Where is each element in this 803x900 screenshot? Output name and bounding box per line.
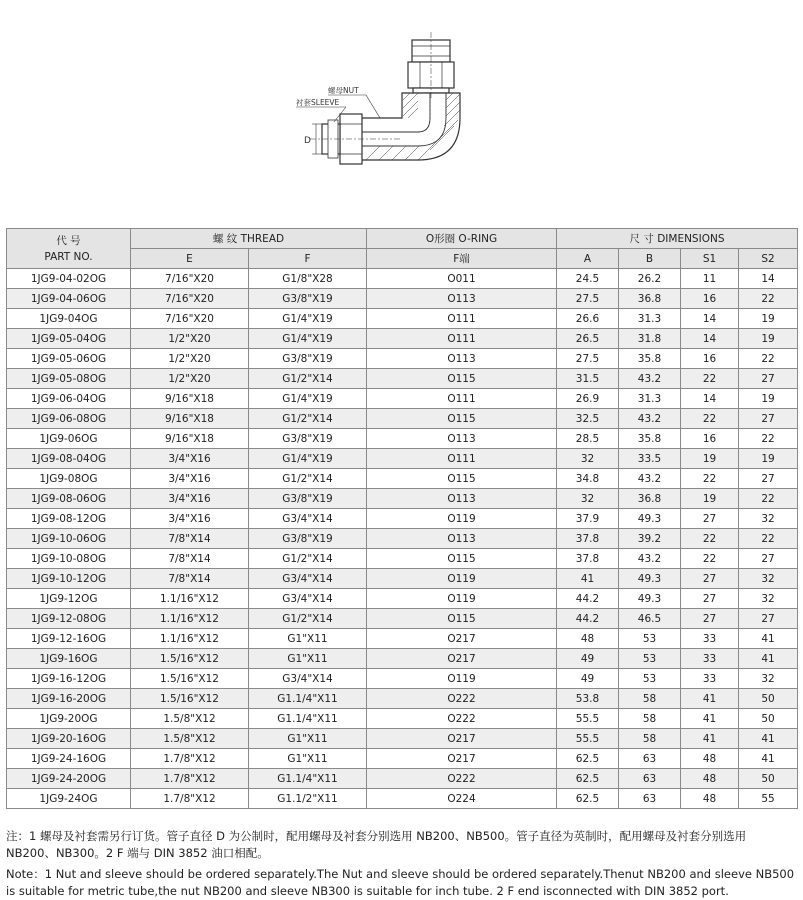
- cell-thread-f: G1/4"X19: [249, 329, 367, 349]
- cell-part-no: 1JG9-04OG: [7, 309, 131, 329]
- cell-dim-s1: 27: [681, 509, 739, 529]
- cell-dim-s2: 19: [739, 389, 798, 409]
- cell-oring: O119: [367, 589, 557, 609]
- cell-oring: O111: [367, 389, 557, 409]
- cell-dim-s1: 48: [681, 769, 739, 789]
- cell-dim-b: 43.2: [619, 549, 681, 569]
- cell-thread-e: 7/16"X20: [131, 269, 249, 289]
- cell-part-no: 1JG9-05-06OG: [7, 349, 131, 369]
- cell-dim-s1: 22: [681, 469, 739, 489]
- cell-thread-f: G1"X11: [249, 729, 367, 749]
- cell-part-no: 1JG9-20-16OG: [7, 729, 131, 749]
- cell-dim-a: 28.5: [557, 429, 619, 449]
- header-part-no: [7, 229, 131, 269]
- cell-thread-e: 3/4"X16: [131, 449, 249, 469]
- cell-part-no: 1JG9-06OG: [7, 429, 131, 449]
- fitting-drawing: [0, 0, 803, 200]
- cell-thread-e: 7/8"X14: [131, 569, 249, 589]
- cell-dim-s1: 19: [681, 489, 739, 509]
- cell-dim-s1: 33: [681, 649, 739, 669]
- cell-oring: O113: [367, 349, 557, 369]
- cell-dim-s1: 33: [681, 629, 739, 649]
- table-row: [7, 689, 798, 709]
- header-s1: S1: [681, 249, 739, 269]
- cell-dim-a: 55.5: [557, 709, 619, 729]
- cell-oring: O119: [367, 669, 557, 689]
- cell-dim-b: 43.2: [619, 409, 681, 429]
- cell-dim-s1: 22: [681, 549, 739, 569]
- cell-dim-s1: 16: [681, 429, 739, 449]
- table-row: [7, 389, 798, 409]
- cell-thread-f: G1/2"X14: [249, 549, 367, 569]
- header-a: A: [557, 249, 619, 269]
- cell-thread-f: G1/2"X14: [249, 469, 367, 489]
- cell-dim-s1: 27: [681, 569, 739, 589]
- cell-thread-f: G1/2"X14: [249, 409, 367, 429]
- cell-dim-a: 37.8: [557, 549, 619, 569]
- cell-oring: O113: [367, 489, 557, 509]
- cell-part-no: 1JG9-08-06OG: [7, 489, 131, 509]
- cell-dim-a: 26.9: [557, 389, 619, 409]
- cell-thread-f: G3/8"X19: [249, 289, 367, 309]
- cell-thread-e: 1.1/16"X12: [131, 629, 249, 649]
- cell-part-no: 1JG9-20OG: [7, 709, 131, 729]
- cell-dim-s1: 16: [681, 349, 739, 369]
- cell-dim-s2: 22: [739, 489, 798, 509]
- cell-dim-a: 37.9: [557, 509, 619, 529]
- cell-dim-b: 53: [619, 649, 681, 669]
- cell-oring: O115: [367, 369, 557, 389]
- cell-thread-e: 1/2"X20: [131, 349, 249, 369]
- cell-dim-b: 49.3: [619, 509, 681, 529]
- cell-dim-s2: 27: [739, 369, 798, 389]
- cell-dim-b: 46.5: [619, 609, 681, 629]
- header-f-end: F端: [367, 249, 557, 269]
- cell-dim-b: 58: [619, 709, 681, 729]
- table-row: [7, 469, 798, 489]
- cell-dim-a: 27.5: [557, 349, 619, 369]
- cell-oring: O222: [367, 709, 557, 729]
- cell-dim-a: 26.5: [557, 329, 619, 349]
- cell-dim-b: 35.8: [619, 429, 681, 449]
- cell-dim-s1: 19: [681, 449, 739, 469]
- cell-dim-b: 33.5: [619, 449, 681, 469]
- cell-oring: O119: [367, 509, 557, 529]
- cell-part-no: 1JG9-08-12OG: [7, 509, 131, 529]
- cell-dim-s1: 22: [681, 369, 739, 389]
- cell-thread-f: G3/4"X14: [249, 509, 367, 529]
- cell-dim-b: 31.3: [619, 389, 681, 409]
- cell-dim-b: 43.2: [619, 369, 681, 389]
- cell-dim-a: 49: [557, 669, 619, 689]
- cell-dim-a: 34.8: [557, 469, 619, 489]
- cell-dim-a: 48: [557, 629, 619, 649]
- cell-part-no: 1JG9-10-06OG: [7, 529, 131, 549]
- cell-oring: O011: [367, 269, 557, 289]
- cell-dim-s1: 14: [681, 389, 739, 409]
- cell-oring: O115: [367, 609, 557, 629]
- table-row: [7, 269, 798, 289]
- cell-part-no: 1JG9-04-02OG: [7, 269, 131, 289]
- cell-oring: O113: [367, 529, 557, 549]
- header-oring: O形圈 O-RING: [367, 229, 557, 249]
- cell-dim-s2: 32: [739, 589, 798, 609]
- cell-dim-s1: 33: [681, 669, 739, 689]
- cell-thread-e: 7/8"X14: [131, 549, 249, 569]
- cell-dim-a: 53.8: [557, 689, 619, 709]
- header-part-en: PART NO.: [44, 250, 93, 263]
- note-english: Note：1 Nut and sleeve should be ordered separately.The Nut and sleeve should be ordered separately.Thenut NB200 and sleeve NB500 is suitable for metric tube,the nut NB200 and sleeve NB300 is suitable for inch tube. 2 F end isconnected with DIN 3852 port.: [6, 867, 795, 898]
- cell-dim-s1: 11: [681, 269, 739, 289]
- header-e: E: [131, 249, 249, 269]
- cell-part-no: 1JG9-10-08OG: [7, 549, 131, 569]
- cell-dim-b: 63: [619, 769, 681, 789]
- cell-thread-e: 9/16"X18: [131, 409, 249, 429]
- cell-part-no: 1JG9-16OG: [7, 649, 131, 669]
- cell-dim-s2: 22: [739, 289, 798, 309]
- cell-dim-s2: 41: [739, 729, 798, 749]
- cell-dim-s1: 48: [681, 749, 739, 769]
- cell-dim-b: 49.3: [619, 589, 681, 609]
- table-row: [7, 449, 798, 469]
- cell-dim-s2: 32: [739, 509, 798, 529]
- table-row: [7, 329, 798, 349]
- cell-oring: O217: [367, 649, 557, 669]
- cell-part-no: 1JG9-08-04OG: [7, 449, 131, 469]
- cell-dim-a: 41: [557, 569, 619, 589]
- cell-thread-e: 3/4"X16: [131, 509, 249, 529]
- cell-dim-s2: 19: [739, 329, 798, 349]
- cell-dim-a: 62.5: [557, 789, 619, 809]
- cell-dim-a: 44.2: [557, 609, 619, 629]
- cell-thread-e: 1.5/8"X12: [131, 729, 249, 749]
- table-row: [7, 349, 798, 369]
- cell-part-no: 1JG9-05-08OG: [7, 369, 131, 389]
- table-body: [7, 269, 798, 809]
- cell-dim-s2: 32: [739, 569, 798, 589]
- table-row: [7, 309, 798, 329]
- cell-dim-a: 37.8: [557, 529, 619, 549]
- table-row: [7, 429, 798, 449]
- cell-dim-s1: 14: [681, 329, 739, 349]
- cell-part-no: 1JG9-08OG: [7, 469, 131, 489]
- cell-thread-e: 9/16"X18: [131, 429, 249, 449]
- cell-thread-f: G1/2"X14: [249, 369, 367, 389]
- cell-thread-e: 7/16"X20: [131, 309, 249, 329]
- table-row: [7, 529, 798, 549]
- cell-oring: O119: [367, 569, 557, 589]
- header-f: F: [249, 249, 367, 269]
- cell-thread-f: G1/4"X19: [249, 389, 367, 409]
- cell-dim-s1: 27: [681, 609, 739, 629]
- cell-part-no: 1JG9-12-16OG: [7, 629, 131, 649]
- note-chinese: 注：1 螺母及衬套需另行订货。管子直径 D 为公制时，配用螺母及衬套分别选用 NB200、NB500。管子直径为英制时，配用螺母及衬套分别选用 NB200、NB300。2 F 端与 DIN 3852 油口相配。: [6, 829, 747, 860]
- table-row: [7, 629, 798, 649]
- cell-thread-f: G3/8"X19: [249, 429, 367, 449]
- cell-dim-s2: 14: [739, 269, 798, 289]
- cell-dim-a: 24.5: [557, 269, 619, 289]
- table-row: [7, 649, 798, 669]
- cell-dim-b: 53: [619, 669, 681, 689]
- cell-thread-f: G1"X11: [249, 649, 367, 669]
- table-row: [7, 569, 798, 589]
- cell-dim-s1: 22: [681, 409, 739, 429]
- label-sleeve: 衬套SLEEVE: [296, 98, 340, 107]
- cell-oring: O115: [367, 409, 557, 429]
- cell-oring: O217: [367, 629, 557, 649]
- cell-dim-b: 31.3: [619, 309, 681, 329]
- cell-part-no: 1JG9-06-04OG: [7, 389, 131, 409]
- cell-dim-s2: 27: [739, 549, 798, 569]
- cell-part-no: 1JG9-06-08OG: [7, 409, 131, 429]
- cell-thread-e: 1.7/8"X12: [131, 789, 249, 809]
- cell-thread-e: 3/4"X16: [131, 469, 249, 489]
- cell-oring: O222: [367, 689, 557, 709]
- cell-thread-e: 1.7/8"X12: [131, 769, 249, 789]
- table-row: [7, 669, 798, 689]
- cell-dim-s2: 50: [739, 769, 798, 789]
- cell-thread-f: G1/4"X19: [249, 309, 367, 329]
- cell-dim-s1: 41: [681, 729, 739, 749]
- cell-dim-s2: 50: [739, 689, 798, 709]
- header-s2: S2: [739, 249, 798, 269]
- cell-dim-s2: 50: [739, 709, 798, 729]
- cell-dim-b: 43.2: [619, 469, 681, 489]
- cell-dim-a: 31.5: [557, 369, 619, 389]
- cell-dim-a: 62.5: [557, 749, 619, 769]
- cell-thread-f: G3/8"X19: [249, 489, 367, 509]
- cell-thread-f: G3/4"X14: [249, 569, 367, 589]
- header-b: B: [619, 249, 681, 269]
- cell-dim-a: 49: [557, 649, 619, 669]
- cell-thread-f: G3/4"X14: [249, 669, 367, 689]
- cell-dim-s1: 48: [681, 789, 739, 809]
- cell-thread-e: 9/16"X18: [131, 389, 249, 409]
- cell-thread-f: G1.1/4"X11: [249, 709, 367, 729]
- cell-dim-s2: 27: [739, 469, 798, 489]
- cell-dim-s1: 14: [681, 309, 739, 329]
- cell-thread-e: 1.5/16"X12: [131, 649, 249, 669]
- cell-dim-a: 55.5: [557, 729, 619, 749]
- cell-thread-e: 1.1/16"X12: [131, 609, 249, 629]
- table-row: [7, 549, 798, 569]
- cell-thread-f: G1.1/4"X11: [249, 689, 367, 709]
- label-d: D: [304, 136, 311, 146]
- cell-dim-b: 31.8: [619, 329, 681, 349]
- table-row: [7, 729, 798, 749]
- cell-oring: O113: [367, 289, 557, 309]
- cell-dim-a: 32.5: [557, 409, 619, 429]
- cell-thread-e: 7/16"X20: [131, 289, 249, 309]
- table-row: [7, 409, 798, 429]
- cell-dim-s2: 22: [739, 529, 798, 549]
- spec-table: [6, 228, 798, 809]
- cell-oring: O222: [367, 769, 557, 789]
- cell-dim-b: 39.2: [619, 529, 681, 549]
- cell-dim-s2: 32: [739, 669, 798, 689]
- cell-oring: O217: [367, 749, 557, 769]
- cell-part-no: 1JG9-24-20OG: [7, 769, 131, 789]
- cell-thread-f: G3/8"X19: [249, 349, 367, 369]
- cell-thread-e: 1.7/8"X12: [131, 749, 249, 769]
- cell-dim-b: 58: [619, 689, 681, 709]
- cell-dim-s2: 27: [739, 409, 798, 429]
- table-row: [7, 489, 798, 509]
- header-thread: 螺 纹 THREAD: [131, 229, 367, 249]
- cell-dim-b: 63: [619, 789, 681, 809]
- cell-dim-b: 53: [619, 629, 681, 649]
- cell-dim-s2: 41: [739, 629, 798, 649]
- cell-dim-b: 35.8: [619, 349, 681, 369]
- cell-thread-e: 1/2"X20: [131, 329, 249, 349]
- cell-dim-a: 62.5: [557, 769, 619, 789]
- cell-part-no: 1JG9-04-06OG: [7, 289, 131, 309]
- cell-oring: O217: [367, 729, 557, 749]
- cell-dim-b: 63: [619, 749, 681, 769]
- cell-thread-e: 1.5/16"X12: [131, 689, 249, 709]
- cell-thread-e: 1.1/16"X12: [131, 589, 249, 609]
- cell-dim-s2: 41: [739, 749, 798, 769]
- cell-dim-s2: 19: [739, 449, 798, 469]
- cell-thread-f: G1"X11: [249, 749, 367, 769]
- cell-dim-b: 36.8: [619, 489, 681, 509]
- cell-oring: O111: [367, 329, 557, 349]
- cell-dim-s2: 19: [739, 309, 798, 329]
- cell-oring: O115: [367, 469, 557, 489]
- table-row: [7, 609, 798, 629]
- cell-dim-s2: 41: [739, 649, 798, 669]
- cell-dim-a: 27.5: [557, 289, 619, 309]
- cell-oring: O113: [367, 429, 557, 449]
- cell-oring: O111: [367, 309, 557, 329]
- cell-part-no: 1JG9-12-08OG: [7, 609, 131, 629]
- table-row: [7, 769, 798, 789]
- cell-dim-b: 36.8: [619, 289, 681, 309]
- cell-part-no: 1JG9-12OG: [7, 589, 131, 609]
- cell-dim-s2: 22: [739, 349, 798, 369]
- header-dimensions: 尺 寸 DIMENSIONS: [557, 229, 798, 249]
- cell-thread-e: 7/8"X14: [131, 529, 249, 549]
- cell-thread-e: 1/2"X20: [131, 369, 249, 389]
- cell-dim-a: 32: [557, 449, 619, 469]
- cell-dim-b: 49.3: [619, 569, 681, 589]
- label-nut: 螺母NUT: [328, 86, 359, 95]
- table-row: [7, 289, 798, 309]
- cell-thread-f: G3/4"X14: [249, 589, 367, 609]
- cell-thread-f: G1"X11: [249, 629, 367, 649]
- cell-dim-s2: 22: [739, 429, 798, 449]
- cell-dim-s1: 22: [681, 529, 739, 549]
- cell-part-no: 1JG9-24-16OG: [7, 749, 131, 769]
- cell-dim-s1: 27: [681, 589, 739, 609]
- table-row: [7, 789, 798, 809]
- cell-oring: O224: [367, 789, 557, 809]
- cell-thread-f: G1.1/4"X11: [249, 769, 367, 789]
- cell-dim-a: 32: [557, 489, 619, 509]
- cell-part-no: 1JG9-05-04OG: [7, 329, 131, 349]
- table-row: [7, 589, 798, 609]
- cell-dim-s1: 16: [681, 289, 739, 309]
- cell-dim-s1: 41: [681, 709, 739, 729]
- cell-dim-s2: 27: [739, 609, 798, 629]
- cell-oring: O115: [367, 549, 557, 569]
- cell-part-no: 1JG9-10-12OG: [7, 569, 131, 589]
- cell-thread-f: G1/8"X28: [249, 269, 367, 289]
- cell-dim-a: 44.2: [557, 589, 619, 609]
- cell-part-no: 1JG9-24OG: [7, 789, 131, 809]
- cell-oring: O111: [367, 449, 557, 469]
- cell-dim-s2: 55: [739, 789, 798, 809]
- cell-dim-a: 26.6: [557, 309, 619, 329]
- cell-thread-e: 1.5/8"X12: [131, 709, 249, 729]
- cell-thread-f: G1/2"X14: [249, 609, 367, 629]
- cell-thread-f: G3/8"X19: [249, 529, 367, 549]
- table-row: [7, 509, 798, 529]
- cell-thread-e: 1.5/16"X12: [131, 669, 249, 689]
- cell-dim-b: 58: [619, 729, 681, 749]
- cell-thread-f: G1/4"X19: [249, 449, 367, 469]
- cell-dim-s1: 41: [681, 689, 739, 709]
- table-row: [7, 369, 798, 389]
- cell-thread-e: 3/4"X16: [131, 489, 249, 509]
- cell-part-no: 1JG9-16-12OG: [7, 669, 131, 689]
- table-row: [7, 709, 798, 729]
- cell-thread-f: G1.1/2"X11: [249, 789, 367, 809]
- cell-dim-b: 26.2: [619, 269, 681, 289]
- table-row: [7, 749, 798, 769]
- header-part-cn: 代 号: [56, 234, 81, 247]
- cell-part-no: 1JG9-16-20OG: [7, 689, 131, 709]
